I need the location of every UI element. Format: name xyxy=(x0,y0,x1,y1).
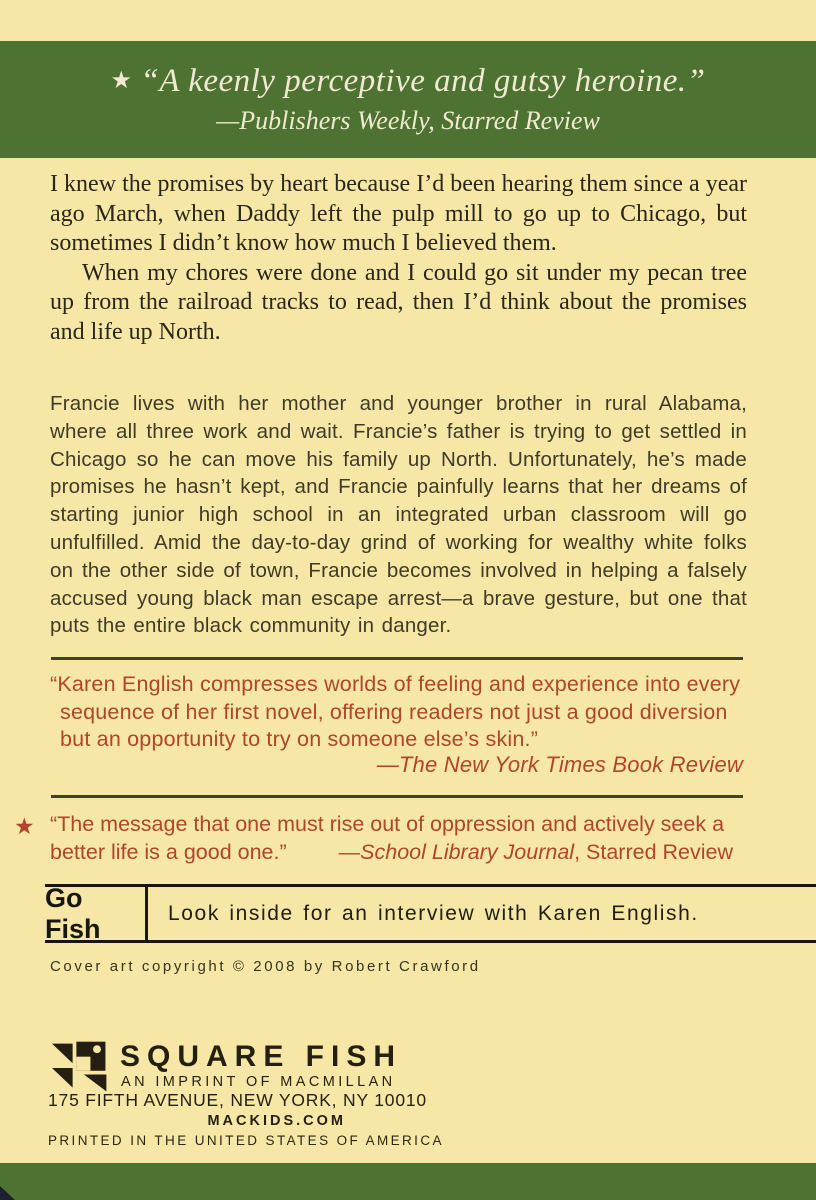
divider-rule-bottom xyxy=(51,795,743,798)
nyt-review-attribution: —The New York Times Book Review xyxy=(376,752,743,777)
publisher-website: MACKIDS.COM xyxy=(207,1113,346,1129)
publisher-imprint: AN IMPRINT OF MACMILLAN xyxy=(121,1074,396,1090)
publisher-name: SQUARE FISH xyxy=(120,1040,403,1073)
attribution-source: School Library Journal xyxy=(360,840,575,864)
nyt-review xyxy=(50,671,747,754)
divider-rule-top xyxy=(51,657,743,660)
attribution-source: Publishers Weekly xyxy=(239,106,429,135)
go-fish-interview-note: Look inside for an interview with Karen English. xyxy=(168,901,699,925)
go-fish-strip xyxy=(45,884,816,943)
excerpt-paragraph-1: I knew the promises by heart because I’d been hearing them since a year ago March, when Daddy left the pulp mill to go up to Chicago, but sometimes I didn’t know how much I believed them. xyxy=(50,171,747,256)
banner-quote: “A keenly perceptive and gutsy heroine.” xyxy=(140,63,706,99)
excerpt-paragraph-2: When my chores were done and I could go sit under my pecan tree up from the railroad tracks to read, then I’d think about the promises and life up North. xyxy=(50,259,747,345)
star-icon: ★ xyxy=(14,813,35,839)
book-synopsis: Francie lives with her mother and younger brother in rural Alabama, where all three work and wait. Francie’s father is trying to get settled in Chicago so he can move his family up North. Unfortunately, he’s made promises he hasn’t kept, and Francie painfully learns that her dreams of starting junior high school in an integrated urban classroom will go unfulfilled. Amid the day-to-day grind of working for wealthy white folks on the other side of town, Francie becomes involved in helping a falsely accused young black man escape arrest—a brave gesture, but one that puts the entire black community in danger. xyxy=(50,392,747,638)
top-review-banner xyxy=(0,41,816,158)
printed-in-usa-note: PRINTED IN THE UNITED STATES OF AMERICA xyxy=(48,1133,444,1148)
go-fish-brand: Go Fish xyxy=(45,887,148,940)
cover-art-credit: Cover art copyright © 2008 by Robert Crawford xyxy=(50,958,481,975)
attribution-suffix: , Starred Review xyxy=(574,840,733,864)
banner-attribution xyxy=(216,106,600,136)
nyt-review-quote: “Karen English compresses worlds of feeling and experience into every sequence of her first novel, offering readers not just a good diversion but an opportunity to try on someone else’s skin.” xyxy=(50,672,741,751)
publisher-address: 175 FIFTH AVENUE, NEW YORK, NY 10010 xyxy=(48,1090,427,1110)
attribution-suffix: , Starred Review xyxy=(428,106,600,135)
attribution-dash: — xyxy=(216,106,240,135)
slj-review-quote: “The message that one must rise out of oppression and actively seek a better life is a good one.” xyxy=(50,812,725,864)
bottom-green-band xyxy=(0,1163,816,1200)
slj-review xyxy=(14,810,754,866)
slj-review-attribution xyxy=(339,840,733,864)
star-icon: ★ xyxy=(110,68,133,94)
attribution-dash: — xyxy=(338,840,361,864)
novel-excerpt xyxy=(50,170,747,347)
slj-review-text xyxy=(50,810,754,866)
banner-quote-line xyxy=(111,63,706,100)
